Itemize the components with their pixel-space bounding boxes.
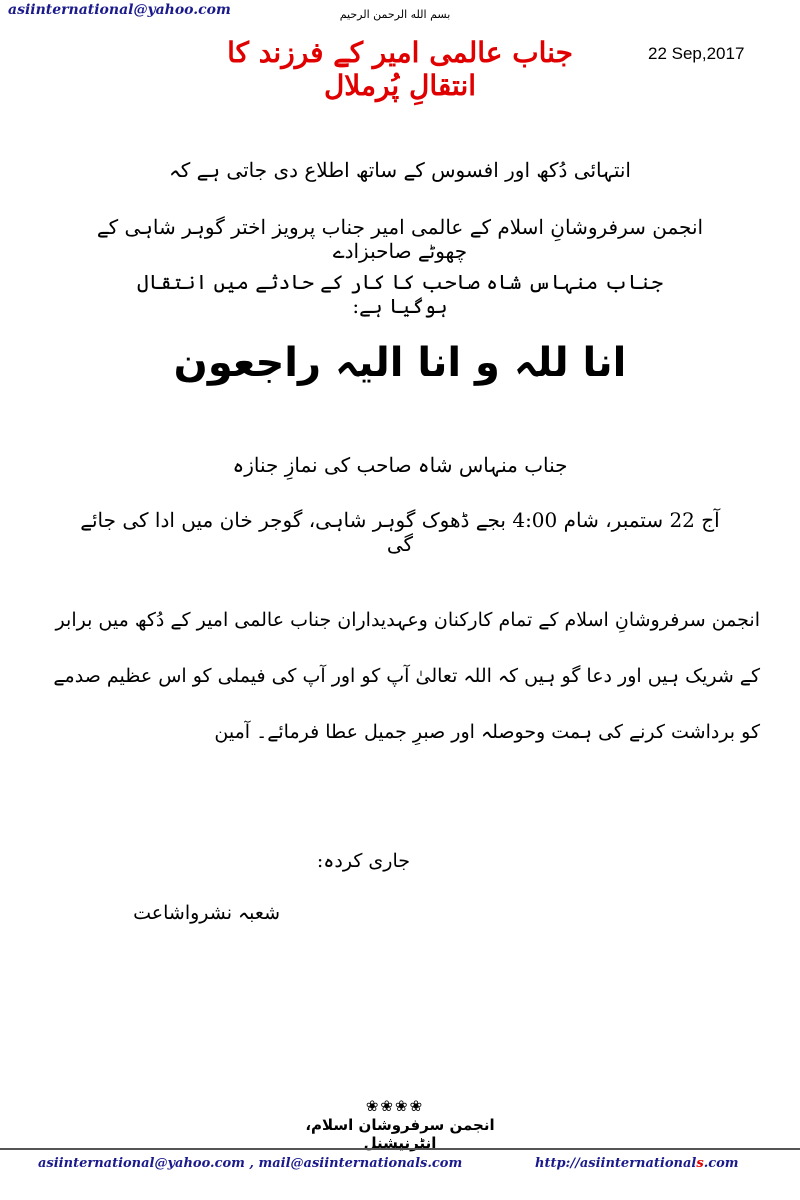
janaza-line-1: جناب منہاس شاہ صاحب کی نمازِ جنازہ	[232, 453, 568, 477]
date-label: 22 Sep,2017	[648, 44, 745, 63]
announcement-line-1: انتہائی دُکھ اور افسوس کے ساتھ اطلاع دی جاتی ہے کہ	[169, 158, 631, 182]
bismillah: بسم الله الرحمن الرحیم	[339, 8, 451, 21]
announcement-line-2: انجمن سرفروشانِ اسلام کے عالمی امیر جناب پرویز اختر گوہر شاہی کے چھوٹے صاحبزادے	[96, 215, 704, 263]
url-highlight: s	[696, 1156, 704, 1171]
footer-website-link[interactable]	[535, 1156, 739, 1171]
page-title: جناب عالمی امیر کے فرزند کا انتقالِ پُرملال	[227, 36, 573, 102]
url-prefix: http://asiinternational	[535, 1156, 697, 1171]
issued-by-department: شعبہ نشرواشاعت	[133, 902, 280, 924]
header-email[interactable]: asiinternational@yahoo.com	[8, 2, 231, 18]
issued-by-label: جاری کردہ:	[316, 850, 410, 872]
url-suffix: .com	[703, 1156, 739, 1171]
footer-emails[interactable]: asiinternational@yahoo.com , mail@asiinternationals.com	[38, 1156, 463, 1171]
flower-ornament-icon: ❀❀❀❀	[365, 1097, 425, 1115]
announcement-line-3: جناب منہاس شاہ صاحب کا کار کے حادثے میں انتقال ہوگیا ہے:	[137, 270, 663, 318]
condolence-paragraph: انجمن سرفروشانِ اسلام کے تمام کارکنان وعہدیداران جناب عالمی امیر کے دُکھ میں برابر کے شریک ہیں اور دعا گو ہیں کہ اللہ تعالیٰ آپ کو اور آپ کی فیملی کو اس عظیم صدمے کو برداشت کرنے کی ہمت وحوصلہ اور صبرِ جمیل عطا فرمائے۔ آمین	[53, 609, 760, 743]
organization-name: انجمن سرفروشان اسلام، انٹرنیشنل	[305, 1116, 495, 1152]
verse-heading: انا للہ و انا الیہ راجعون	[173, 340, 627, 386]
footer-divider	[0, 1148, 800, 1150]
janaza-line-2: آج 22 ستمبر، شام 4:00 بجے ڈھوک گوہر شاہی، گوجر خان میں ادا کی جائے گی	[80, 508, 720, 556]
